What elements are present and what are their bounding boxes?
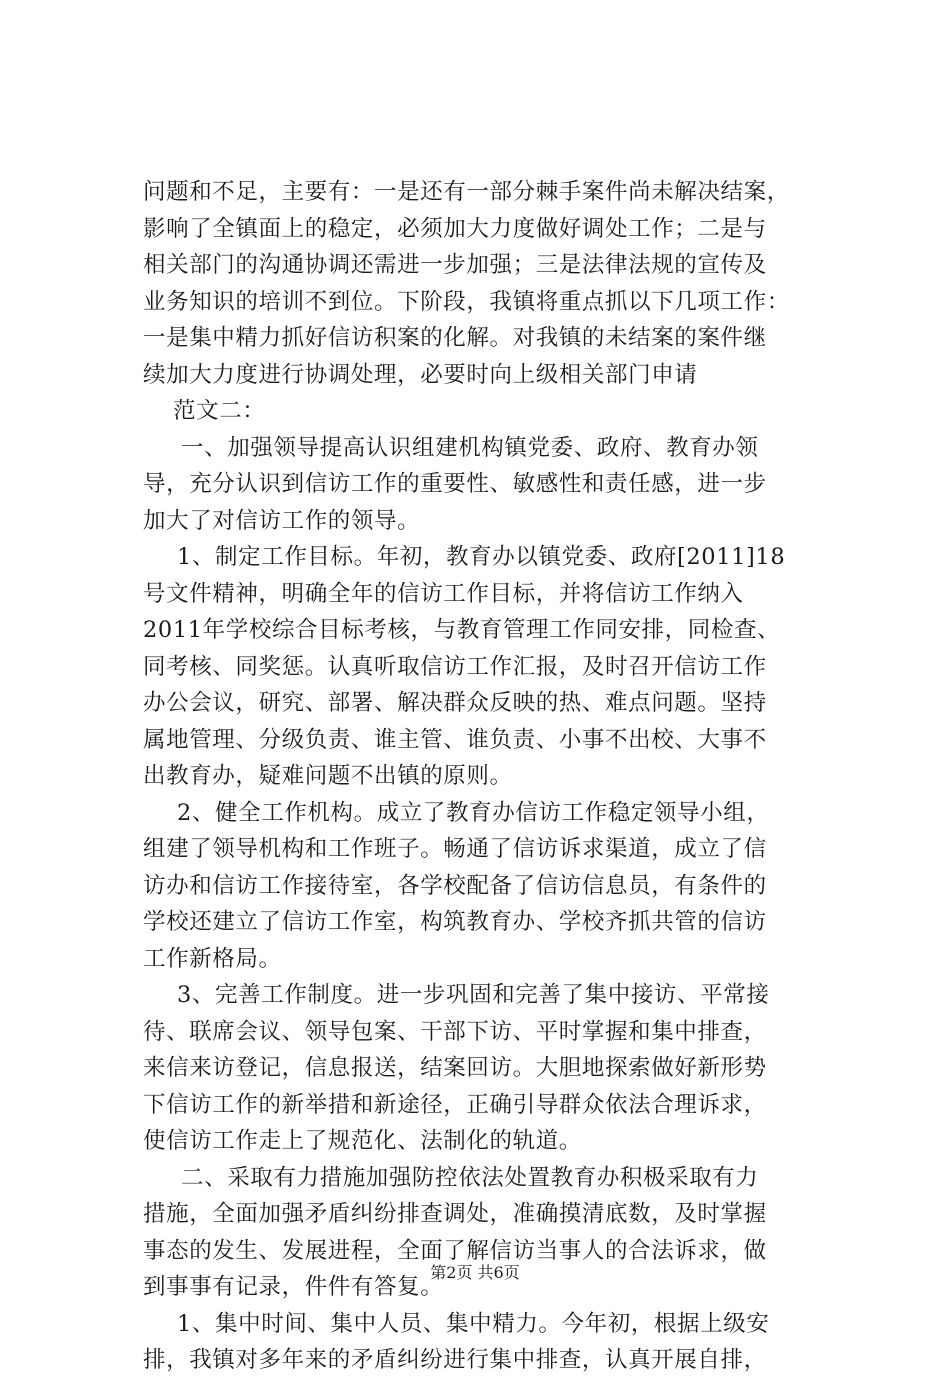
text-line: 访办和信访工作接待室，各学校配备了信访信息员，有条件的: [143, 872, 767, 899]
text-line: 办公会议，研究、部署、解决群众反映的热、难点问题。坚持: [143, 690, 767, 716]
text-line: 影响了全镇面上的稳定，必须加大力度做好调处工作；二是与: [143, 215, 767, 242]
text-line: 排，我镇对多年来的矛盾纠纷进行集中排查，认真开展自排，: [143, 1347, 767, 1373]
text-line: 属地管理、分级负责、谁主管、谁负责、小事不出校、大事不: [143, 726, 767, 753]
text-line: 相关部门的沟通协调还需进一步加强；三是法律法规的宣传及: [143, 252, 767, 278]
text-line: 1、制定工作目标。年初，教育办以镇党委、政府[2011]18: [177, 544, 786, 570]
page-footer: 第2页 共6页: [430, 1263, 520, 1282]
text-line: 学校还建立了信访工作室，构筑教育办、学校齐抓共管的信访: [143, 909, 767, 935]
text-line: 一是集中精力抓好信访积案的化解。对我镇的未结案的案件继: [143, 325, 767, 351]
text-line: 范文二：: [173, 398, 266, 424]
text-line: 组建了领导机构和工作班子。畅通了信访诉求渠道，成立了信: [143, 836, 767, 862]
text-line: 业务知识的培训不到位。下阶段，我镇将重点抓以下几项工作：: [143, 288, 790, 315]
text-line: 同考核、同奖惩。认真听取信访工作汇报，及时召开信访工作: [143, 653, 767, 680]
text-line: 下信访工作的新举措和新途径，正确引导群众依法合理诉求，: [143, 1091, 767, 1118]
text-line: 使信访工作走上了规范化、法制化的轨道。: [143, 1128, 582, 1154]
text-line: 问题和不足，主要有：一是还有一部分棘手案件尚未解决结案，: [143, 179, 790, 205]
text-line: 到事事有记录，件件有答复。: [143, 1274, 444, 1300]
text-line: 号文件精神，明确全年的信访工作目标，并将信访工作纳入: [143, 580, 744, 607]
text-line: 一、加强领导提高认识组建机构镇党委、政府、教育办领: [181, 434, 759, 461]
text-line: 2011年学校综合目标考核，与教育管理工作同安排，同检查、: [143, 617, 781, 643]
text-line: 二、采取有力措施加强防控依法处置教育办积极采取有力: [181, 1164, 759, 1191]
text-line: 续加大力度进行协调处理，必要时向上级相关部门申请: [143, 361, 698, 388]
text-line: 导，充分认识到信访工作的重要性、敏感性和责任感，进一步: [143, 471, 767, 497]
text-line: 工作新格局。: [143, 945, 282, 972]
text-line: 3、完善工作制度。进一步巩固和完善了集中接访、平常接: [177, 982, 770, 1008]
text-line: 1、集中时间、集中人员、集中精力。今年初，根据上级安: [177, 1310, 770, 1337]
text-line: 出教育办，疑难问题不出镇的原则。: [143, 763, 513, 789]
text-line: 2、健全工作机构。成立了教育办信访工作稳定领导小组，: [177, 799, 770, 826]
text-line: 待、联席会议、领导包案、干部下访、平时掌握和集中排查，: [143, 1018, 767, 1045]
document-body: [143, 174, 833, 1379]
text-line: 加大了对信访工作的领导。: [143, 507, 421, 534]
text-line: 事态的发生、发展进程，全面了解信访当事人的合法诉求，做: [143, 1237, 767, 1264]
text-line: 来信来访登记，信息报送，结案回访。大胆地探索做好新形势: [143, 1055, 767, 1081]
text-line: 措施，全面加强矛盾纠纷排查调处，准确摸清底数，及时掌握: [143, 1201, 767, 1227]
